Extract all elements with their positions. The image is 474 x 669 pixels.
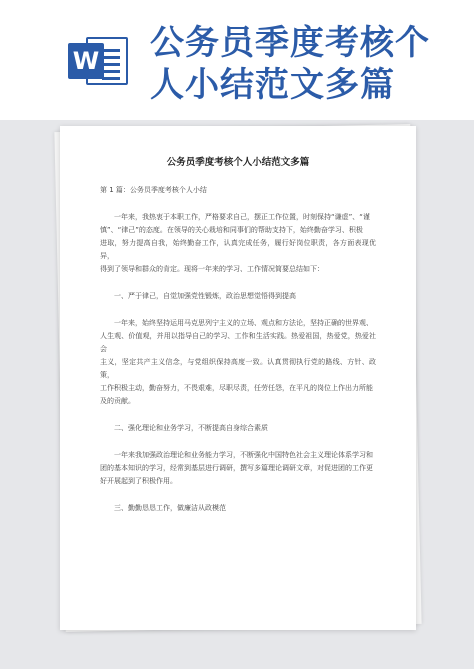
paragraph-line: 团的基本知识的学习，经常到基层进行调研，撰写多篇理论调研文章，对促进团的工作更: [100, 464, 373, 472]
paragraph-line: 好开展起到了积极作用。: [100, 477, 177, 485]
paragraph-1: [100, 211, 376, 276]
paragraph-line: 一年来，始终坚持运用马克思列宁主义的立场、观点和方法论，坚持正确的世界观、: [114, 319, 373, 327]
banner-title-line-1: 公务员季度考核个: [150, 23, 430, 63]
paragraph-line: 人生观、价值观，并用以指导自己的学习、工作和生活实践。热爱祖国，热爱党，热爱社会: [100, 332, 376, 353]
paragraph-line: 一年来我加强政治理论和业务能力学习，不断强化中国特色社会主义理论体系学习和: [114, 451, 373, 459]
banner-title: [150, 22, 470, 106]
paragraph-line: 工作积极主动，勤奋努力，不畏艰难，尽职尽责，任劳任怨，在平凡的岗位上作出力所能: [100, 384, 373, 392]
section-heading-1: 第 1 篇：公务员季度考核个人小结: [100, 186, 207, 194]
heading-two: 二、强化理论和业务学习，不断提高自身综合素质: [114, 424, 268, 432]
paragraph-line: 主义，坚定共产主义信念，与党组织保持高度一致。认真贯彻执行党的路线、方针、政策，: [100, 358, 376, 379]
banner-title-line-2: 人小结范文多篇: [150, 65, 395, 105]
word-badge: W: [68, 43, 104, 79]
paragraph-line: 一年来，我热衷于本职工作，严格要求自己，摆正工作位置，时刻保持“谦虚”、“谨: [114, 213, 370, 221]
heading-one: 一、严于律己，自觉加强党性锻炼，政治思想觉悟得到提高: [114, 292, 296, 300]
paragraph-3: [100, 449, 376, 488]
paragraph-line: 得到了领导和群众的肯定。现将一年来的学习、工作情况简要总结如下：: [100, 265, 324, 273]
document-title: 公务员季度考核个人小结范文多篇: [166, 157, 310, 168]
paragraph-line: 慎”、“律己”的态度。在领导的关心栽培和同事们的帮助支持下，始终勤奋学习、积极: [100, 226, 363, 234]
paragraph-2: [100, 317, 376, 408]
document-page: [60, 126, 416, 630]
paragraph-line: 进取，努力提高自我，始终勤奋工作，认真完成任务，履行好岗位职责，各方面表现优异，: [100, 239, 376, 260]
word-icon: [68, 33, 130, 89]
banner: [0, 0, 474, 120]
heading-three: 三、勤勤恳恳工作，做廉洁从政模范: [114, 504, 226, 512]
paragraph-line: 及的贡献。: [100, 397, 135, 405]
